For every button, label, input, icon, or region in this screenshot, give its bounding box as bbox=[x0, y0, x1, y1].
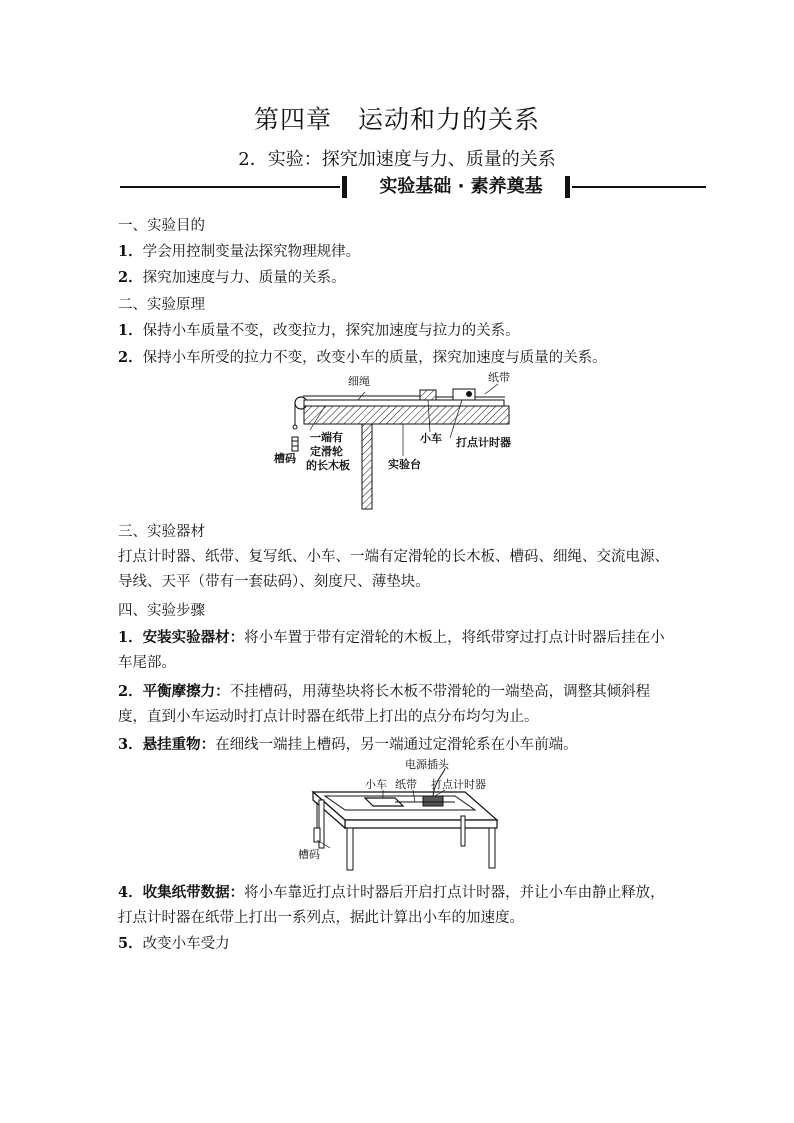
step-title: 平衡摩擦力： bbox=[142, 684, 230, 700]
step-4 bbox=[118, 880, 678, 931]
banner-bar-left bbox=[342, 176, 347, 198]
label-power: 电源插头 bbox=[405, 758, 449, 771]
item-text: 保持小车所受的拉力不变，改变小车的质量，探究加速度与质量的关系。 bbox=[142, 350, 607, 366]
step-text: 改变小车受力 bbox=[142, 936, 230, 952]
item-number: 1． bbox=[118, 322, 143, 339]
step-number: 2． bbox=[118, 683, 143, 700]
label-tape: 纸带 bbox=[395, 778, 417, 791]
item-text: 保持小车质量不变，改变拉力，探究加速度与拉力的关系。 bbox=[142, 323, 520, 339]
item-number: 2． bbox=[118, 349, 143, 366]
section-subtitle: 2．实验：探究加速度与力、质量的关系 bbox=[238, 149, 556, 170]
table-leg bbox=[489, 828, 495, 868]
banner-rule-right bbox=[572, 186, 706, 188]
step-text: 在细线一端挂上槽码，另一端通过定滑轮系在小车前端。 bbox=[215, 737, 578, 753]
label-timer: 打点计时器 bbox=[431, 778, 486, 791]
item-text: 学会用控制变量法探究物理规律。 bbox=[142, 244, 361, 260]
label-rope: 细绳 bbox=[348, 375, 370, 388]
step-3 bbox=[118, 735, 578, 755]
cart-icon bbox=[420, 390, 436, 400]
step-title: 安装实验器材： bbox=[142, 630, 245, 646]
banner-bar-right bbox=[565, 176, 570, 198]
label-tape: 纸带 bbox=[488, 371, 510, 384]
item-text: 探究加速度与力、质量的关系。 bbox=[142, 270, 346, 286]
label-cart: 小车 bbox=[365, 778, 387, 791]
step-title: 收集纸带数据： bbox=[142, 885, 245, 901]
timer-icon bbox=[423, 796, 443, 806]
label-board-1: 一端有 bbox=[310, 431, 343, 444]
principle-item-1 bbox=[118, 321, 520, 341]
step-2 bbox=[118, 679, 678, 730]
weight-icon bbox=[292, 437, 298, 451]
hook-icon bbox=[293, 425, 297, 429]
experiment-diagram-perspective bbox=[295, 758, 507, 873]
label-cart: 小车 bbox=[420, 432, 442, 445]
section-banner bbox=[120, 174, 706, 200]
table-leg bbox=[347, 828, 353, 870]
long-board bbox=[304, 400, 504, 406]
label-board-2: 定滑轮 bbox=[310, 445, 343, 458]
heading-steps: 四、实验步骤 bbox=[118, 603, 205, 619]
step-5 bbox=[118, 934, 230, 954]
experiment-diagram-side-view bbox=[270, 370, 540, 515]
step-1 bbox=[118, 625, 678, 676]
principle-item-2 bbox=[118, 348, 607, 368]
step-number: 5． bbox=[118, 935, 143, 952]
step-number: 4． bbox=[118, 884, 143, 901]
step-number: 1． bbox=[118, 629, 143, 646]
purpose-item-1 bbox=[118, 242, 360, 262]
weight-icon bbox=[314, 828, 320, 842]
heading-purpose: 一、实验目的 bbox=[118, 218, 205, 234]
label-board-3: 的长木板 bbox=[306, 459, 350, 472]
table-leg bbox=[362, 424, 372, 509]
equipment-text: 打点计时器、纸带、复写纸、小车、一端有定滑轮的长木板、槽码、细绳、交流电源、导线、天平（带有一套砝码）、刻度尺、薄垫块。 bbox=[118, 549, 669, 590]
step-text: 不挂槽码，用薄垫块将长木板不带滑轮的一端垫高，调整其倾斜程度，直到小车运动时打点计时器在纸带上打出的点分布均匀为止。 bbox=[118, 684, 651, 725]
item-number: 2． bbox=[118, 269, 143, 286]
chapter-title: 第四章 运动和力的关系 bbox=[253, 105, 540, 134]
step-title: 悬挂重物： bbox=[142, 737, 216, 753]
banner-rule-left bbox=[120, 186, 340, 188]
heading-equipment: 三、实验器材 bbox=[118, 524, 205, 540]
label-timer: 打点计时器 bbox=[456, 436, 511, 449]
label-table: 实验台 bbox=[388, 458, 421, 471]
heading-principle: 二、实验原理 bbox=[118, 297, 205, 313]
step-text: 将小车置于带有定滑轮的木板上，将纸带穿过打点计时器后挂在小车尾部。 bbox=[118, 630, 665, 671]
label-weight: 槽码 bbox=[298, 848, 320, 861]
table-leg bbox=[461, 816, 465, 846]
banner-text: 实验基础 · 素养奠基 bbox=[379, 176, 543, 197]
table-top bbox=[304, 406, 509, 424]
item-number: 1． bbox=[118, 243, 143, 260]
purpose-item-2 bbox=[118, 268, 346, 288]
label-weight: 槽码 bbox=[274, 452, 296, 465]
step-text: 将小车靠近打点计时器后开启打点计时器，并让小车由静止释放，打点计时器在纸带上打出一系列点，据此计算出小车的加速度。 bbox=[118, 885, 665, 926]
step-number: 3． bbox=[118, 736, 143, 753]
